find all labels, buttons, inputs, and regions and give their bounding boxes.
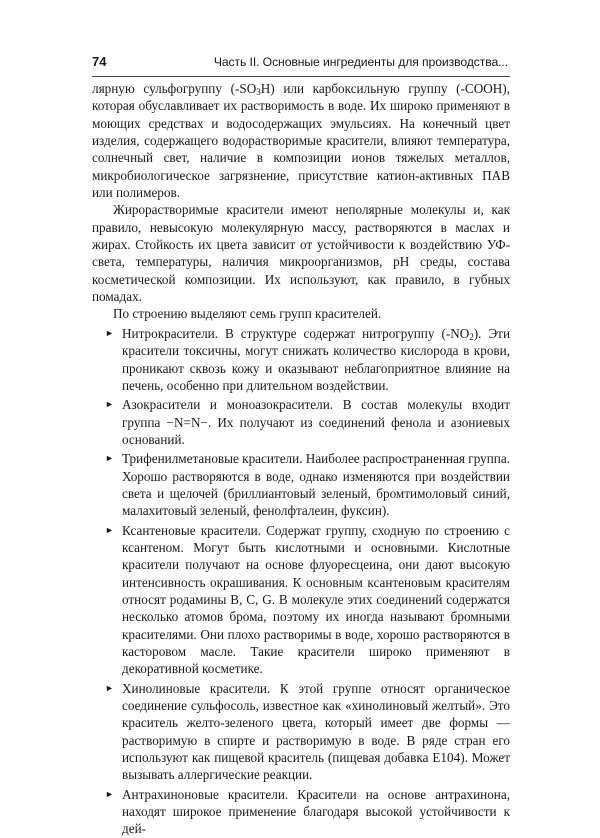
bullet-arrow-icon: ► — [105, 327, 114, 338]
bullet-arrow-icon: ► — [105, 682, 114, 693]
list-item-quinoline — [92, 680, 510, 784]
body-text — [92, 80, 510, 838]
bullet-arrow-icon: ► — [105, 399, 114, 410]
p1-subscript: 3 — [256, 87, 261, 97]
b5-text: Хинолиновые красители. К этой группе относят органическое соединение сульфосоль, известное как «хинолиновый желтый». Это краситель желто-зеленого цвета, который имеет две формы — растворимую в спирте и растворимую в воде. В ряде стран его используют как пищевой краситель (пищевая добавка E104). Может вызывать аллергические реакции. — [122, 680, 510, 783]
page-header — [92, 53, 508, 75]
b2-text: Азокрасители и моноазокрасители. В состав молекулы входит группа −N=N−. Их получают из соединений фенола и азониевых оснований. — [122, 397, 510, 447]
b1-subscript: 2 — [469, 331, 474, 342]
b6-text: Антрахиноновые красители. Красители на основе антрахинона, находят широкое применение благодаря высокой устойчивости к дей- — [122, 786, 510, 837]
bullet-arrow-icon: ► — [105, 788, 114, 799]
bullet-arrow-icon: ► — [105, 453, 114, 464]
dye-groups-list — [92, 325, 510, 838]
p1-text-b: H) или карбоксильную группу (-COOH), которая обуславливает их растворимость в воде. Их широко применяют в моющих средствах и водосодержащих эмульсиях. На конечный цвет изделия, содержащего водорастворимые красители, влияют температура, солнечный свет, наличие в композиции ионов тяжелых металлов, микробиологическое загрязнение, присутствие катион-активных ПАВ или полимеров. — [92, 81, 510, 201]
bullet-arrow-icon: ► — [105, 524, 114, 535]
list-item-anthraquinone — [92, 786, 510, 838]
list-item-xanthene — [92, 522, 510, 678]
b4-text: Ксантеновые красители. Содержат группу, сходную по строению с ксантеном. Могут быть кислотными и основными. Кислотные красители получают на основе флуоресцеина, они дают высокую интенсивность окрашивания. К основным ксантеновым красителям относят родамины B, C, G. В молекуле этих соединений содержатся несколько атомов брома, поэтому их иногда называют бромными красителями. Они плохо растворимы в воде, хорошо растворяются в касторовом масле. Такие красители широко применяют в декоративной косметике. — [122, 522, 510, 677]
b1-text-b: ). Эти красители токсичны, могут снижать количество кислорода в крови, проникают сквозь кожу и оказывают неблагоприятное влияние на печень, особенно при длительном воздействии. — [122, 325, 510, 393]
list-item-nitro — [92, 325, 510, 394]
b3-text: Трифенилметановые красители. Наиболее распространенная группа. Хорошо растворяются в воде, однако изменяются при воздействии света и щелочей (бриллиантовый зеленый, бромтимоловый синий, малахитовый зеленый, фенолфталеин, фуксин). — [122, 451, 510, 519]
header-rule — [92, 76, 510, 77]
list-item-triphenylmethane — [92, 450, 510, 519]
running-title: Часть II. Основные ингредиенты для производства... — [213, 55, 508, 69]
paragraph-groups-intro: По строению выделяют семь групп красителей. — [113, 306, 382, 322]
page-number: 74 — [92, 54, 107, 69]
paragraph-fat-soluble: Жирорастворимые красители имеют неполярные молекулы и, как правило, невысокую молекулярную массу, растворяются в маслах и жирах. Стойкость их цвета зависит от устойчивости к воздействию УФ-света, температуры, наличия микроорганизмов, pH среды, состава косметической композиции. Их используют, как правило, в губных помадах. — [92, 202, 510, 305]
p1-text-a: лярную сульфогруппу (-SO — [92, 81, 257, 96]
paragraph-water-soluble-continuation — [92, 80, 510, 201]
b1-text-a: Нитрокрасители. В структуре содержат нитрогруппу (-NO — [122, 325, 470, 341]
list-item-azo — [92, 396, 510, 448]
